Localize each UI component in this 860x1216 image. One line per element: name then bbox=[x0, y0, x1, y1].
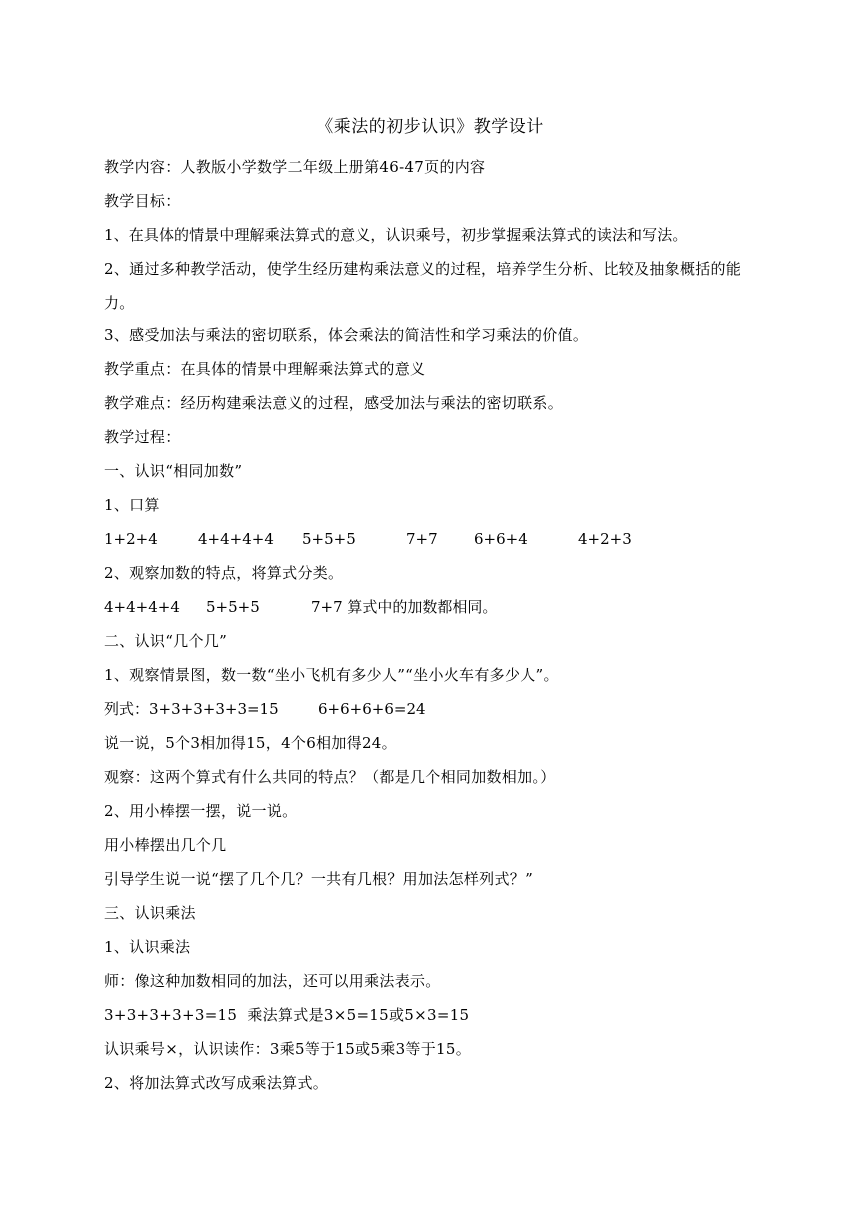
say-line: 说一说，5个3相加得15，4个6相加得24。 bbox=[104, 734, 397, 752]
oral-calc-3: 5+5+5 bbox=[302, 530, 356, 548]
goal-2: 2、通过多种教学活动，使学生经历建构乘法意义的过程，培养学生分析、比较及抽象概括的能力。 bbox=[104, 260, 742, 312]
goals-heading: 教学目标： bbox=[104, 192, 181, 210]
key-point: 教学重点：在具体的情景中理解乘法算式的意义 bbox=[104, 360, 426, 378]
goal-1: 1、在具体的情景中理解乘法算式的意义，认识乘号，初步掌握乘法算式的读法和写法。 bbox=[104, 226, 688, 244]
classified-2: 5+5+5 bbox=[206, 598, 260, 616]
section-1-heading: 一、认识“相同加数” bbox=[104, 462, 243, 480]
s3-item-2: 2、将加法算式改写成乘法算式。 bbox=[104, 1074, 329, 1092]
teacher-line: 师：像这种加数相同的加法，还可以用乘法表示。 bbox=[104, 972, 441, 990]
equation-1: 列式：3+3+3+3+3=15 bbox=[104, 700, 279, 718]
classified-1: 4+4+4+4 bbox=[104, 598, 180, 616]
sticks-line: 用小棒摆出几个几 bbox=[104, 836, 227, 854]
oral-calc-4: 7+7 bbox=[406, 530, 438, 548]
oral-calc-2: 4+4+4+4 bbox=[198, 530, 274, 548]
process-heading: 教学过程： bbox=[104, 428, 181, 446]
section-2-heading: 二、认识“几个几” bbox=[104, 632, 228, 650]
s3-item-1: 1、认识乘法 bbox=[104, 938, 191, 956]
document-title: 《乘法的初步认识》教学设计 bbox=[316, 117, 544, 137]
s2-item-2: 2、用小棒摆一摆，说一说。 bbox=[104, 802, 298, 820]
equation-2: 6+6+6+6=24 bbox=[318, 700, 426, 718]
s1-item-1: 1、口算 bbox=[104, 496, 160, 514]
content-line: 教学内容：人教版小学数学二年级上册第46-47页的内容 bbox=[104, 158, 486, 176]
classified-3: 7+7 算式中的加数都相同。 bbox=[311, 598, 498, 616]
oral-calc-5: 6+6+4 bbox=[474, 530, 528, 548]
guide-line: 引导学生说一说“摆了几个几？一共有几根？用加法怎样列式？” bbox=[104, 870, 534, 888]
observe-line: 观察：这两个算式有什么共同的特点？（都是几个相同加数相加。） bbox=[104, 768, 556, 786]
s2-item-1: 1、观察情景图，数一数“坐小飞机有多少人”“坐小火车有多少人”。 bbox=[104, 666, 559, 684]
section-3-heading: 三、认识乘法 bbox=[104, 904, 196, 922]
oral-calc-6: 4+2+3 bbox=[578, 530, 632, 548]
mult-line: 3+3+3+3+3=15 乘法算式是3×5=15或5×3=15 bbox=[104, 1006, 470, 1024]
s1-item-2: 2、观察加数的特点，将算式分类。 bbox=[104, 564, 344, 582]
difficulty: 教学难点：经历构建乘法意义的过程，感受加法与乘法的密切联系。 bbox=[104, 394, 564, 412]
oral-calc-1: 1+2+4 bbox=[104, 530, 158, 548]
sign-line: 认识乘号×，认识读作：3乘5等于15或5乘3等于15。 bbox=[104, 1040, 472, 1058]
goal-3: 3、感受加法与乘法的密切联系，体会乘法的简洁性和学习乘法的价值。 bbox=[104, 326, 589, 344]
